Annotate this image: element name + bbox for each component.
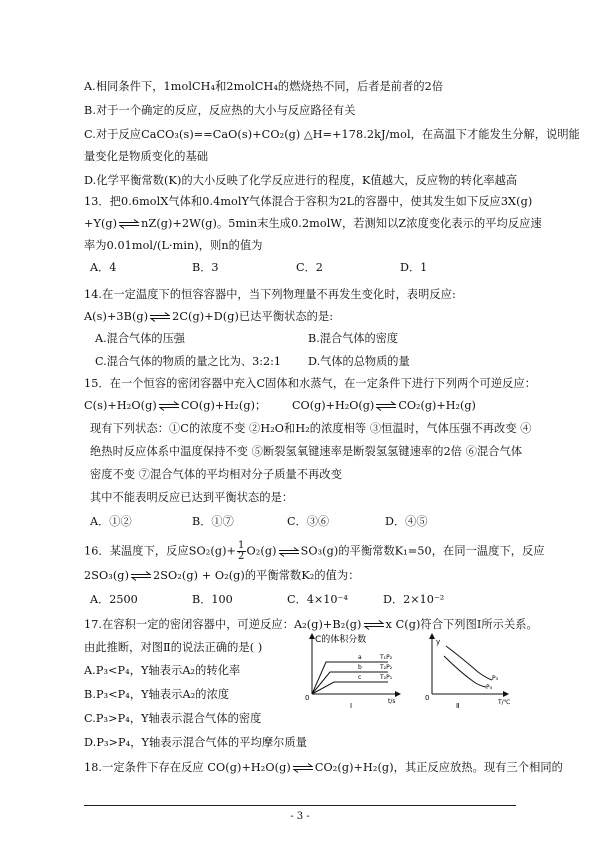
figure-1-graph bbox=[300, 632, 410, 714]
q17-option-a: A.P₃<P₄，Y轴表示A₂的转化率 bbox=[84, 664, 241, 677]
q14-stem-line1: 14.在一定温度下的恒容容器中，当下列物理量不再发生变化时，表明反应: bbox=[84, 288, 456, 301]
q12-option-a: A.相同条件下，1molCH₄和2molCH₄的燃烧热不同，后者是前者的2倍 bbox=[84, 80, 444, 93]
q15-stem-question: 其中不能表明反应已达到平衡状态的是： bbox=[90, 491, 294, 504]
reversible-arrow-icon bbox=[158, 401, 180, 411]
q16-option-b: B．100 bbox=[192, 593, 233, 606]
q13-option-a: A．4 bbox=[90, 261, 117, 274]
figure-2-graph bbox=[420, 632, 520, 714]
q17-option-d: D.P₃>P₄，Y轴表示混合气体的平均摩尔质量 bbox=[84, 736, 308, 749]
reversible-arrow-icon bbox=[292, 763, 314, 773]
q17-text-a: 17.在容积一定的密闭容器中，可逆反应：A₂(g)+B₂(g) bbox=[84, 618, 362, 631]
reversible-arrow-icon bbox=[363, 620, 385, 630]
q16-stem-line1 bbox=[84, 541, 545, 562]
q16-text-b: O₂(g) bbox=[246, 544, 277, 558]
q12-option-c-line1: C.对于反应CaCO₃(s)==CaO(s)+CO₂(g) △H=+178.2kJ/mol，在高温下才能发生分解，说明能 bbox=[84, 128, 580, 141]
q15-reaction1-left: C(s)+H₂O(g) bbox=[84, 399, 157, 412]
q13-option-c: C．2 bbox=[296, 261, 323, 274]
q17-text-b: x C(g)符合下列图Ⅰ所示关系。 bbox=[385, 618, 538, 631]
q13-reactant-y: +Y(g) bbox=[84, 217, 118, 230]
q15-stem-line1: 15．在一个恒容的密闭容器中充入C固体和水蒸气，在一定条件下进行下列两个可逆反应： bbox=[84, 377, 537, 390]
q15-states-line2: 绝热时反应体系中温度保持不变 ⑤断裂氢氧键速率是断裂氢氢键速率的2倍 ⑥混合气体 bbox=[90, 445, 523, 458]
q16-option-a: A．2500 bbox=[90, 593, 138, 606]
fig1-origin: 0 bbox=[305, 694, 310, 702]
fig1-curve-c bbox=[312, 682, 388, 694]
fraction-one-half bbox=[237, 541, 245, 562]
fig2-caption: Ⅱ bbox=[456, 702, 460, 710]
q15-reaction1-right: CO(g)+H₂(g)； bbox=[180, 399, 267, 412]
fig1-curve-label-c: c bbox=[358, 674, 362, 681]
footer-divider bbox=[84, 805, 516, 806]
q13-products: nZ(g)+2W(g)。5min末生成0.2molW，若测知以Z浓度变化表示的平均反应速 bbox=[141, 217, 542, 230]
q13-stem-line3: 率为0.01mol/(L·min)，则n的值为 bbox=[84, 239, 263, 252]
q15-option-d: D．④⑤ bbox=[385, 515, 428, 528]
fig1-curve-a bbox=[312, 662, 388, 694]
q18-text-a: 18.一定条件下存在反应 CO(g)+H₂O(g) bbox=[84, 761, 291, 774]
fig1-caption: I bbox=[350, 702, 353, 710]
page-number: - 3 - bbox=[290, 811, 310, 822]
q14-option-a: A.混合气体的压强 bbox=[95, 332, 185, 345]
reversible-arrow-icon bbox=[130, 571, 152, 581]
q15-option-b: B．①⑦ bbox=[192, 515, 234, 528]
reversible-arrow-icon bbox=[149, 312, 171, 322]
q16-option-c: C．4×10⁻⁴ bbox=[287, 593, 348, 606]
fig2-label-p4: P₄ bbox=[486, 684, 493, 691]
fig2-xlabel: T/℃ bbox=[498, 699, 511, 706]
fig1-xlabel: t/s bbox=[388, 698, 396, 705]
fig1-curve-label-a: a bbox=[358, 654, 362, 661]
q14-products: 2C(g)+D(g)已达平衡状态的是: bbox=[172, 310, 334, 323]
reversible-arrow-icon bbox=[118, 219, 140, 229]
q14-stem-line2 bbox=[84, 310, 333, 324]
q17-stem-line2: 由此推断，对图Ⅱ的说法正确的是( ) bbox=[84, 641, 263, 654]
q16-reactant: 2SO₃(g) bbox=[84, 569, 130, 582]
fig1-ylabel: C的体积分数 bbox=[315, 635, 367, 645]
q12-option-b: B.对于一个确定的反应，反应热的大小与反应路径有关 bbox=[84, 104, 356, 117]
q16-stem-line2 bbox=[84, 569, 360, 583]
q13-stem-line1: 13．把0.6molX气体和0.4molY气体混合于容积为2L的容器中，使其发生如下反应3X(g) bbox=[84, 195, 533, 208]
q12-option-c-line2: 量变化是物质变化的基础 bbox=[84, 150, 209, 163]
fig2-curve-p3 bbox=[446, 646, 492, 680]
q13-stem-line2 bbox=[84, 217, 542, 231]
q13-option-b: B．3 bbox=[192, 261, 219, 274]
q14-option-b: B.混合气体的密度 bbox=[308, 332, 399, 345]
q15-reaction2-left: CO(g)+H₂O(g) bbox=[292, 399, 375, 412]
q16-option-d: D．2×10⁻² bbox=[383, 593, 445, 606]
fraction-denominator: 2 bbox=[238, 551, 245, 562]
fig1-curve-b bbox=[312, 672, 388, 694]
q18-text-b: CO₂(g)+H₂(g)，其正反应放热。现有三个相同的 bbox=[314, 761, 563, 774]
q12-option-d: D.化学平衡常数(K)的大小反映了化学反应进行的程度，K值越大，反应物的转化率越高 bbox=[84, 174, 518, 187]
fig1-label-t2p2: T₂P₂ bbox=[380, 664, 393, 671]
fig2-origin: 0 bbox=[425, 694, 430, 702]
q15-reactions bbox=[84, 399, 266, 413]
q17-stem-line1 bbox=[84, 618, 538, 632]
q16-products: 2SO₂(g) + O₂(g)的平衡常数K₂的值为： bbox=[153, 569, 360, 582]
q15-option-c: C．③⑥ bbox=[287, 515, 330, 528]
q15-states-line3: 密度不变 ⑦混合气体的平均相对分子质量不再改变 bbox=[90, 468, 342, 481]
q15-reaction2-right: CO₂(g)+H₂(g) bbox=[398, 399, 476, 412]
fig1-label-t2p1: T₂P₁ bbox=[380, 674, 393, 681]
q17-option-c: C.P₃>P₄，Y轴表示混合气体的密度 bbox=[84, 712, 262, 725]
fig1-label-t1p2: T₁P₂ bbox=[380, 654, 393, 661]
q15-option-a: A．①② bbox=[90, 515, 132, 528]
q15-states-line1: 现有下列状态：①C的浓度不变 ②H₂O和H₂的浓度相等 ③恒温时，气体压强不再改变 ④ bbox=[90, 422, 532, 435]
fig1-curve-label-b: b bbox=[358, 664, 362, 671]
fraction-numerator: 1 bbox=[238, 540, 245, 551]
q16-text-a: 16．某温度下，反应SO₂(g)+ bbox=[84, 544, 237, 558]
q14-reactants: A(s)+3B(g) bbox=[84, 310, 149, 323]
q16-text-c: SO₃(g)的平衡常数K₁=50，在同一温度下，反应 bbox=[300, 544, 545, 558]
q13-option-d: D．1 bbox=[400, 261, 428, 274]
fig2-label-p3: P₃ bbox=[492, 675, 499, 682]
reversible-arrow-icon bbox=[278, 547, 300, 557]
q18-stem-line1 bbox=[84, 761, 563, 775]
reversible-arrow-icon bbox=[375, 401, 397, 411]
q17-option-b: B.P₃<P₄，Y轴表示A₂的浓度 bbox=[84, 688, 230, 701]
q15-reaction2 bbox=[292, 399, 476, 413]
q14-option-c: C.混合气体的物质的量之比为、3:2:1 bbox=[95, 355, 282, 368]
fig2-ylabel: y bbox=[436, 638, 441, 646]
q14-option-d: D.气体的总物质的量 bbox=[308, 355, 410, 368]
